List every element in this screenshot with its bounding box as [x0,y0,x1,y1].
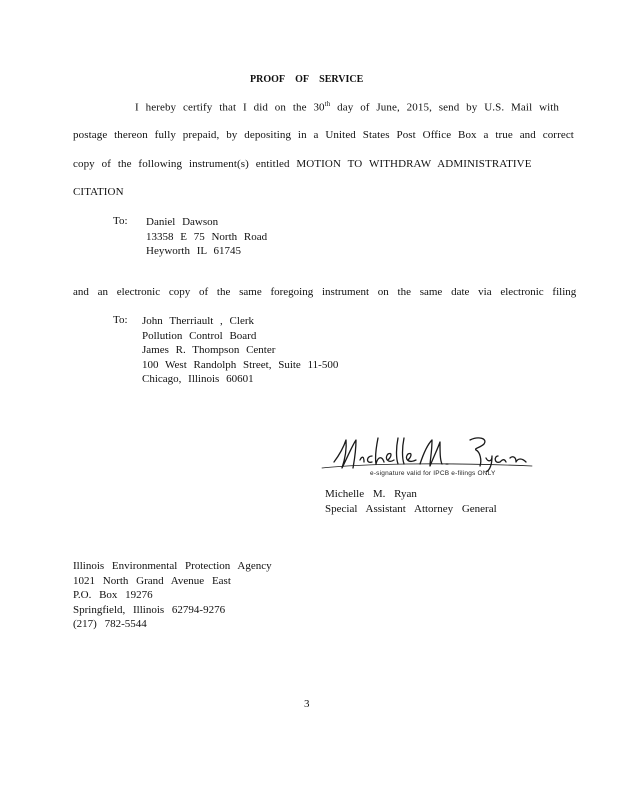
day-ordinal-suffix: th [324,100,331,108]
recipient-1-name: Daniel Dawson [146,216,219,228]
agency-address [73,559,272,632]
electronic-filing-line: and an electronic copy of the same foregoing instrument on the same date via electronic filing [73,286,577,298]
recipient-2-org: Pollution Control Board [142,329,257,342]
to-label-1: To: [113,215,128,227]
signer-block [325,487,497,517]
body-line-2: postage thereon fully prepaid, by depositing in a United States Post Office Box a true and correct [73,129,574,141]
recipient-2-address [142,314,338,387]
page-number: 3 [304,698,310,710]
agency-city: Springfield, Illinois 62794-9276 [73,603,226,616]
e-signature-note: e-signature valid for IPCB e-filings ONLY [370,470,496,477]
body-line-4: CITATION [73,186,124,198]
body-line-1 [135,100,559,114]
recipient-2-building: James R. Thompson Center [142,344,276,356]
body-line-1-post: day of June, 2015, send by U.S. Mail with [330,101,560,114]
recipient-2-street: 100 West Randolph Street, Suite 11-500 [142,358,339,371]
agency-name: Illinois Environmental Protection Agency [73,560,272,572]
recipient-2-city: Chicago, Illinois 60601 [142,373,254,385]
signature-block [320,432,535,482]
agency-po-box: P.O. Box 19276 [73,589,153,601]
to-label-2: To: [113,314,128,326]
signer-role: Special Assistant Attorney General [325,503,497,515]
recipient-1-street: 13358 E 75 North Road [146,230,268,243]
recipient-1-address [146,215,267,259]
recipient-2-name: John Therriault , Clerk [142,315,254,327]
agency-street: 1021 North Grand Avenue East [73,574,231,587]
agency-phone: (217) 782-5544 [73,618,147,630]
document-title: PROOF OF SERVICE [250,74,364,85]
handwritten-signature-image [320,432,535,472]
signer-name: Michelle M. Ryan [325,488,417,500]
body-line-1-pre: I hereby certify that I did on the 30 [135,101,325,114]
recipient-1-city: Heyworth IL 61745 [146,245,241,257]
body-line-3: copy of the following instrument(s) entitled MOTION TO WITHDRAW ADMINISTRATIVE [73,158,532,170]
